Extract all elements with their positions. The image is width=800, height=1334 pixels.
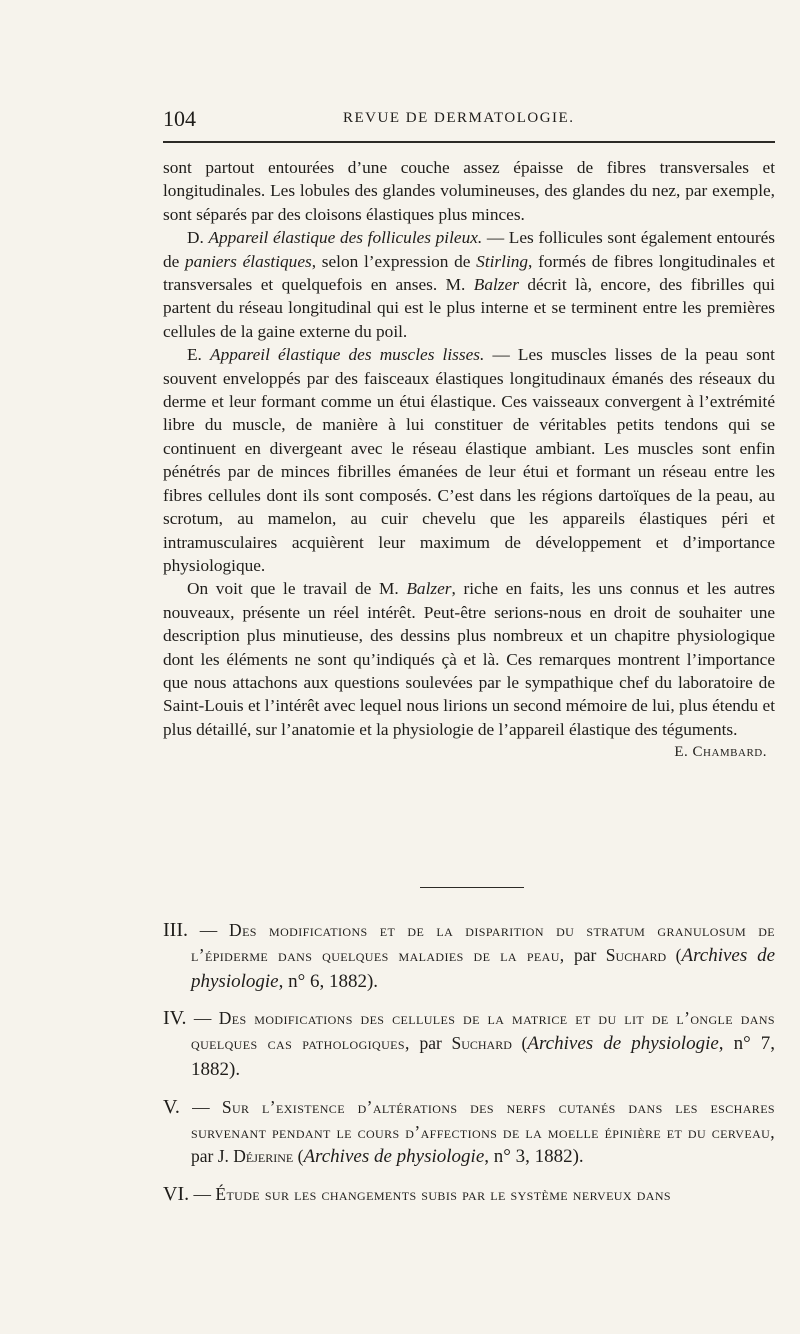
entry-source: Archives de physiologie [191, 944, 776, 992]
entry-author: Suchard [451, 1033, 512, 1054]
bibliography-entry: V. — Sur l’existence d’altérations des nerfs cutanés dans les eschares survenant pendant le cours d’affections de la moelle épinière et du cerveau, par J. Déjerine (Archives de physiologie, n° 3, 1882). [163, 1095, 775, 1168]
cited-author: Balzer [473, 275, 519, 295]
bibliography-list [163, 918, 775, 1219]
running-title: REVUE DE DERMATOLOGIE. [343, 110, 575, 126]
entry-title: Des modifications et de la disparition du stratum granulosum de l’épiderme dans quelques maladies de la peau, [191, 920, 776, 965]
paragraph-text: , formés de fibres longitudinales et transversales et quelquefois en anses. M. [163, 251, 775, 295]
paragraph-text: , riche en faits, les uns connus et les autres nouveaux, présente un réel intérêt. Peut-être serions-nous en droit de souhaiter une description plus minutieuse, des dessins plus nombreux et un chapitre physiologique dont les éléments ne sont qu’indiqués çà et là. Ces remarques montrent l’importance que nous attachons aux questions soulevées par le sympathique chef du laboratoire de Saint-Louis et l’intérêt avec lequel nous lirions un second mémoire de lui, plus étendu et plus détaillé, sur l’anatomie et la physiologie de l’appareil élastique des téguments. [163, 579, 776, 739]
entry-number: V. [163, 1095, 180, 1118]
paragraph-follicles [163, 226, 775, 343]
section-divider [420, 887, 524, 888]
section-title-follicles: Appareil élastique des follicules pileux. [208, 228, 483, 248]
cited-author: Balzer [406, 579, 452, 599]
entry-title: Sur l’existence d’altérations des nerfs cutanés dans les eschares survenant pendant le cours d’affections de la moelle épinière et du cerveau, [191, 1096, 775, 1142]
entry-dash: — [189, 1184, 216, 1205]
signature: E. Chambard. [674, 744, 767, 761]
entry-author: Déjerine [233, 1146, 294, 1167]
entry-title: Étude sur les changements subis par le système nerveux dans [215, 1184, 671, 1205]
header-rule [163, 141, 775, 143]
entry-title: Des modifications des cellules de la matrice et du lit de l’ongle dans quelques cas pathologiques, [191, 1008, 775, 1054]
entry-by: par [409, 1033, 452, 1054]
entry-source: Archives de physiologie [303, 1146, 485, 1168]
entry-issue: , n° 7, 1882). [191, 1033, 775, 1080]
entry-number: VI. [163, 1183, 190, 1206]
bibliography-entry: III. — Des modifications et de la disparition du stratum granulosum de l’épiderme dans quelques maladies de la peau, par Suchard (Archives de physiologie, n° 6, 1882). [163, 919, 776, 992]
paragraph-text: décrit là, encore, des fibrilles qui partent du réseau longitudinal qui est le plus interne et se terminent entre les premières cellules de la gaine externe du poil. [163, 275, 775, 341]
bibliography-entry: IV. — Des modifications des cellules de la matrice et du lit de l’ongle dans quelques cas pathologiques, par Suchard (Archives de physiologie, n° 7, 1882). [163, 1007, 775, 1080]
entry-dash: — [186, 1008, 219, 1029]
entry-by: par J. [191, 1146, 234, 1167]
paragraph-text: On voit que le travail de M. [187, 579, 407, 599]
paragraph-text: , selon l’expression de [311, 251, 477, 271]
entry-dash: — [179, 1096, 222, 1117]
emphasis-text: paniers élastiques [185, 251, 312, 271]
paragraph-text: — Les follicules sont également entourés de [163, 228, 775, 271]
paragraph-muscles [163, 343, 775, 577]
bibliography-entry [163, 1182, 775, 1207]
article-body [163, 156, 775, 765]
section-title-muscles: Appareil élastique des muscles lisses. [210, 345, 485, 365]
entry-by: par [564, 944, 606, 965]
entry-issue: , n° 6, 1882). [278, 970, 379, 992]
entry-number: IV. [163, 1007, 187, 1030]
entry-dash: — [187, 920, 230, 940]
section-letter-e: E. [187, 345, 202, 365]
page-header [163, 106, 775, 132]
page-number: 104 [163, 106, 196, 131]
entry-author: Suchard [605, 944, 667, 965]
paragraph-text: — Les muscles lisses de la peau sont souvent enveloppés par des faisceaux élastiques longitudinaux émanés des réseaux du derme et leur formant comme un étui élastique. Ces vaisseaux convergent à l’extrémité libre du muscle, de manière à lui constituer de véritables petits tendons qui se continuent en divergeant avec le réseau élastique ambiant. Les muscles sont enfin pénétrés par de minces fibrilles émanées de leur étui et formant un réseau entre les fibres cellules dont ils sont composés. C’est dans les régions dartoïques de la peau, au scrotum, au mamelon, au cuir chevelu que les appareils élastiques péri et intramusculaires acquièrent leur maximum de développement et d’importance physiologique. [163, 345, 775, 575]
entry-source: Archives de physiologie [527, 1033, 719, 1055]
paragraph-conclusion [163, 577, 776, 761]
entry-issue: , n° 3, 1882). [484, 1146, 584, 1168]
section-letter-d: D. [187, 228, 204, 248]
paragraph-1: sont partout entourées d’une couche assez épaisse de fibres transversales et longitudinales. Les lobules des glandes volumineuses, des glandes du nez, par exemple, sont séparés par des cloisons élastiques plus minces. [163, 158, 775, 224]
cited-author: Stirling [476, 251, 529, 271]
entry-number: III. [163, 919, 188, 941]
